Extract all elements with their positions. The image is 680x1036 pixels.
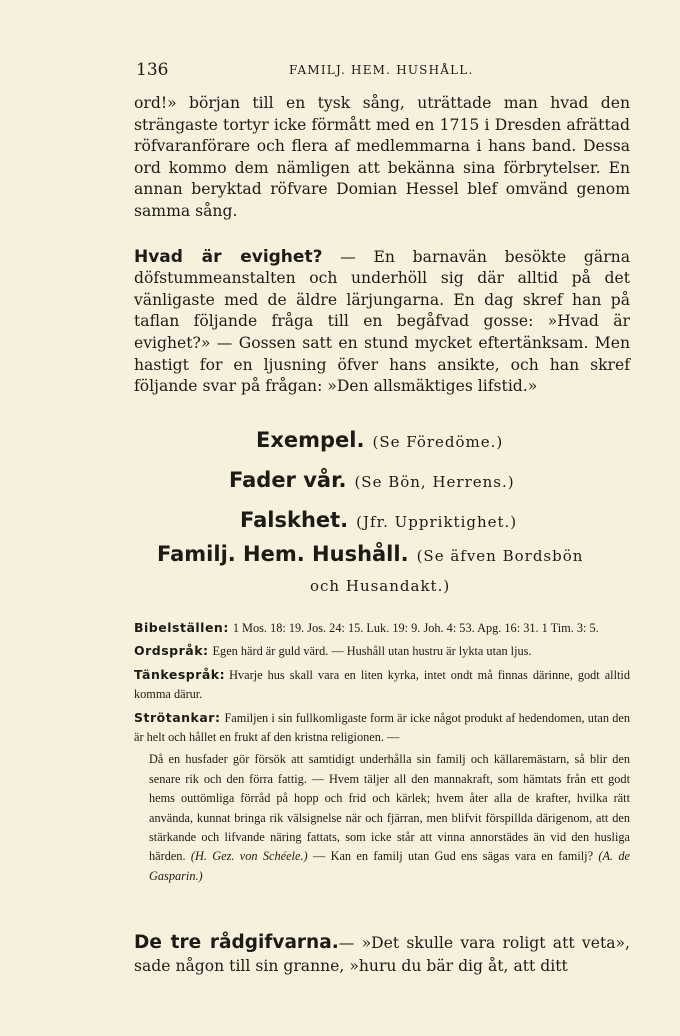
paragraph-radgifvarna [134, 931, 630, 978]
section-heading-evighet: Hvad är evighet? [134, 246, 323, 267]
topic-title: Falskhet. [240, 508, 349, 532]
page-header [134, 60, 634, 82]
topic-title: Fader vår. [229, 468, 347, 492]
ref-text: Då en husfader gör försök att samtidigt underhålla sin familj och källaremästarn, så blir den senare rik och den förra fattig. — Hvem täljer all den mannakraft, som hämtats från ett godt hems outtömliga förråd på hopp och frid och kärlek; hvem åter alla de krafter, hvilka rätt använda, kunnat bringa rik välsignelse när och fjärran, men blifvit förspillda därigenom, att den stärkande och lifvande näring fattats, som icke står att vinna annorstädes än vid den husliga härden. [149, 752, 630, 864]
topic-title: Familj. Hem. Hushåll. [157, 542, 409, 566]
topic-reference: (Se Föredöme.) [372, 433, 504, 451]
ref-bibelstallen [134, 618, 630, 638]
citation: (H. Gez. von Schéele.) [190, 849, 308, 864]
topic-reference: (Se Bön, Herrens.) [354, 473, 515, 491]
topic-reference: (Se äfven Bordsbön [416, 547, 584, 565]
running-title: FAMILJ. HEM. HUSHÅLL. [289, 63, 474, 77]
ref-ordsprak [134, 641, 630, 661]
topic-title: Exempel. [256, 428, 365, 452]
ref-strotankar [134, 708, 630, 748]
reference-block [134, 618, 630, 889]
paragraph-evighet-text: — En barnavän besökte gärna döfstummeanstalten och underhöll sig där alltid på det vänligaste med de äldre lärjungarna. En dag skref han på taflan följande fråga till en begåfvad gosse: »Hvad är evighet?» — Gossen satt en stund mycket eftertänksam. Men hastigt for en ljusning öfver hans ansikte, och han skref följande svar på frågan: »Den allsmäktiges lifstid.» [134, 247, 630, 396]
paragraph-1: ord!» början till en tysk sång, uträttade man hvad den strängaste tortyr icke förmått med en 1715 i Dresden afrättad röfvaranförare och flera af medlemmarna i hans band. Dessa ord kommo dem nämligen att bekänna sina förbrytelser. En annan beryktad röfvare Domian Hessel blef omvänd genom samma sång. [134, 94, 630, 220]
ref-label: Tänkespråk: [134, 666, 226, 682]
page-number: 136 [136, 60, 169, 80]
ref-text: Familjen i sin fullkomligaste form är icke något produkt af hedendomen, utan den är helt och hållet en frukt af den kristna religionen. — [134, 710, 630, 745]
body-text [134, 93, 630, 398]
bottom-section [134, 931, 630, 978]
ref-text: — Kan en familj utan Gud ens sägas vara en familj? [307, 849, 594, 864]
topic-fader-var [229, 468, 515, 492]
section-heading-radgifvarna: De tre rådgifvarna. [134, 932, 339, 953]
topic-exempel [256, 428, 503, 452]
topic-familj-continuation [310, 576, 450, 595]
topic-reference: (Jfr. Uppriktighet.) [356, 513, 518, 531]
citation: (A. de Gasparin.) [149, 849, 630, 883]
ref-text: 1 Mos. 18: 19. Jos. 24: 15. Luk. 19: 9. Joh. 4: 53. Apg. 16: 31. 1 Tim. 3: 5. [232, 621, 599, 635]
ref-tankesprak [134, 665, 630, 705]
ref-text: Egen härd är guld värd. — Hushåll utan hustru är lykta utan ljus. [212, 644, 532, 659]
ref-label: Strötankar: [134, 709, 221, 725]
ref-label: Ordspråk: [134, 643, 209, 659]
paragraph-radgifvarna-text: — »Det skulle vara roligt att veta», sade någon till sin granne, »huru du bär dig åt, att ditt [134, 934, 630, 975]
ref-text: Hvarje hus skall vara en liten kyrka, intet ondt må finnas därinne, godt alltid komma därur. [134, 667, 630, 702]
paragraph-evighet [134, 247, 630, 398]
topic-familj [157, 542, 583, 566]
topic-falskhet [240, 508, 517, 532]
topic-reference-cont: och Husandakt.) [310, 577, 451, 595]
ref-label: Bibelställen: [134, 620, 229, 635]
ref-strotankar-continued [134, 750, 630, 886]
